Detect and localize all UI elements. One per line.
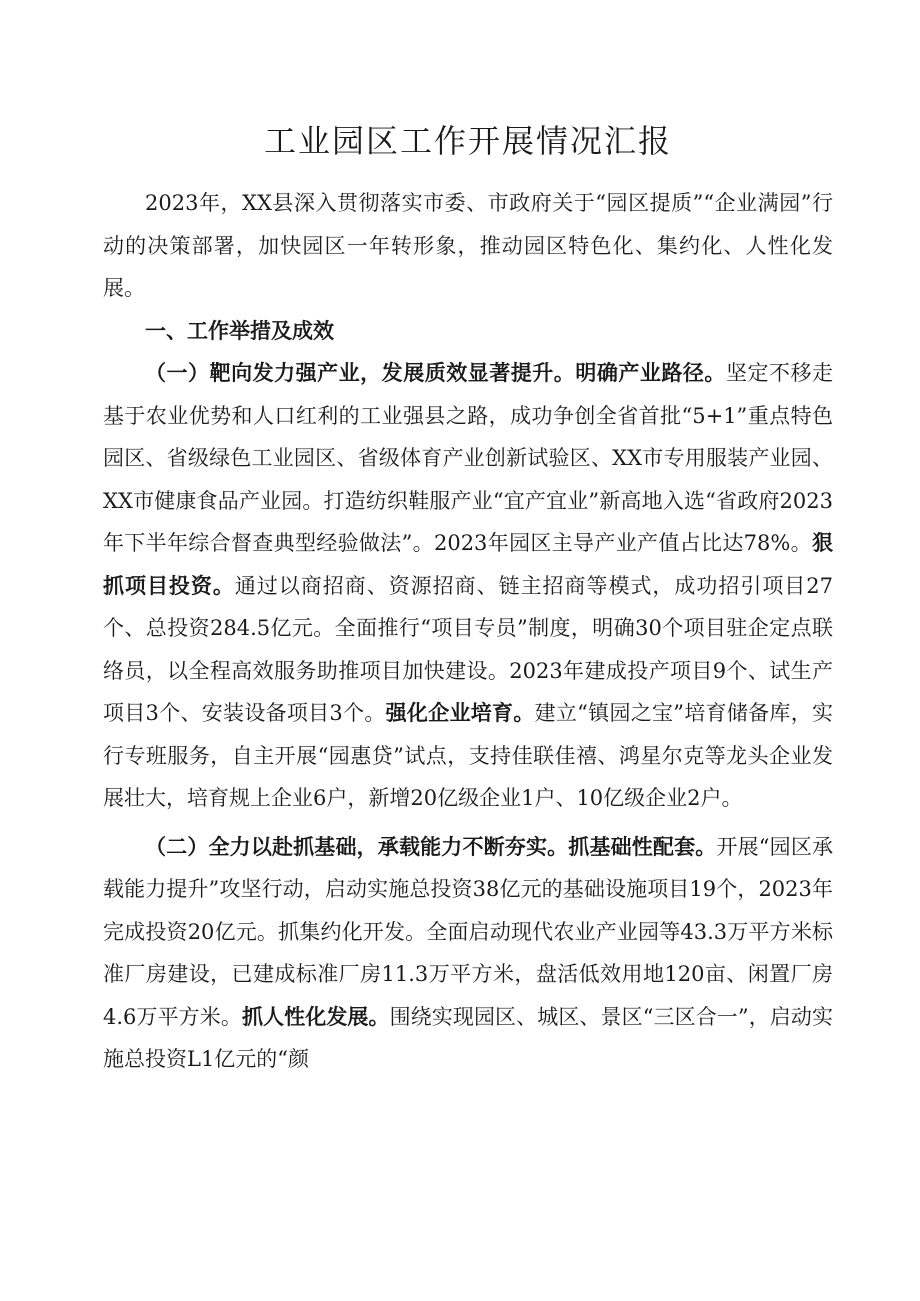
document-title: 工业园区工作开展情况汇报 xyxy=(263,122,672,160)
part1-keyword-1: 明确产业路径。 xyxy=(575,361,726,385)
paragraph-part2 xyxy=(103,826,833,1081)
paragraph-part1 xyxy=(103,352,833,820)
intro-paragraph: 2023年，XX县深入贯彻落实市委、市政府关于“园区提质”“企业满园”行动的决策部署，加快园区一年转形象，推动园区特色化、集约化、人性化发展。 xyxy=(103,191,833,300)
part1-keyword-2: 狠抓项目投资。 xyxy=(103,531,833,598)
part2-text-1: 开展“园区承载能力提升”攻坚行动，启动实施总投资38亿元的基础设施项目19个，2023年完成投资20亿元。抓集约化开发。全面启动现代农业产业园等43.3万平方米标准厂房建设，已建成标准厂房11.3万平方米，盘活低效用地120亩、闲置厂房4.6万平方米。 xyxy=(103,834,833,1029)
part2-keyword-2: 抓人性化发展。 xyxy=(241,1004,390,1029)
part1-lead: （一）靶向发力强产业，发展质效显著提升。 xyxy=(145,361,576,385)
part1-text-1: 坚定不移走基于农业优势和人口红利的工业强县之路，成功争创全省首批“5+1”重点特色园区、省级绿色工业园区、省级体育产业创新试验区、XX市专用服装产业园、XX市健康食品产业园。打造纺织鞋服产业“宜产宜业”新高地入选“省政府2023年下半年综合督查典型经验做法”。2023年园区主导产业产值占比达78%。 xyxy=(103,361,834,555)
part2-lead: （二）全力以赴抓基础，承载能力不断夯实。 xyxy=(145,834,569,859)
part2-text-2: 围绕实现园区、城区、景区“三区合一”，启动实施总投资L1亿元的“颜 xyxy=(103,1004,833,1071)
document-body xyxy=(103,182,833,1081)
part1-text-3: 建立“镇园之宝”培育储备库，实行专班服务，自主开展“园惠贷”试点，支持佳联佳禧、鸿星尔克等龙头企业发展壮大，培育规上企业6户，新增20亿级企业1户、10亿级企业2户。 xyxy=(103,701,833,810)
section-heading: 一、工作举措及成效 xyxy=(145,318,334,343)
part1-keyword-3: 强化企业培育。 xyxy=(385,701,535,725)
part2-keyword-1: 抓基础性配套。 xyxy=(568,834,717,859)
part1-text-2: 通过以商招商、资源招商、链主招商等模式，成功招引项目27个、总投资284.5亿元。全面推行“项目专员”制度，明确30个项目驻企定点联络员，以全程高效服务助推项目加快建设。2023年建成投产项目9个、试生产项目3个、安装设备项目3个。 xyxy=(103,573,833,725)
